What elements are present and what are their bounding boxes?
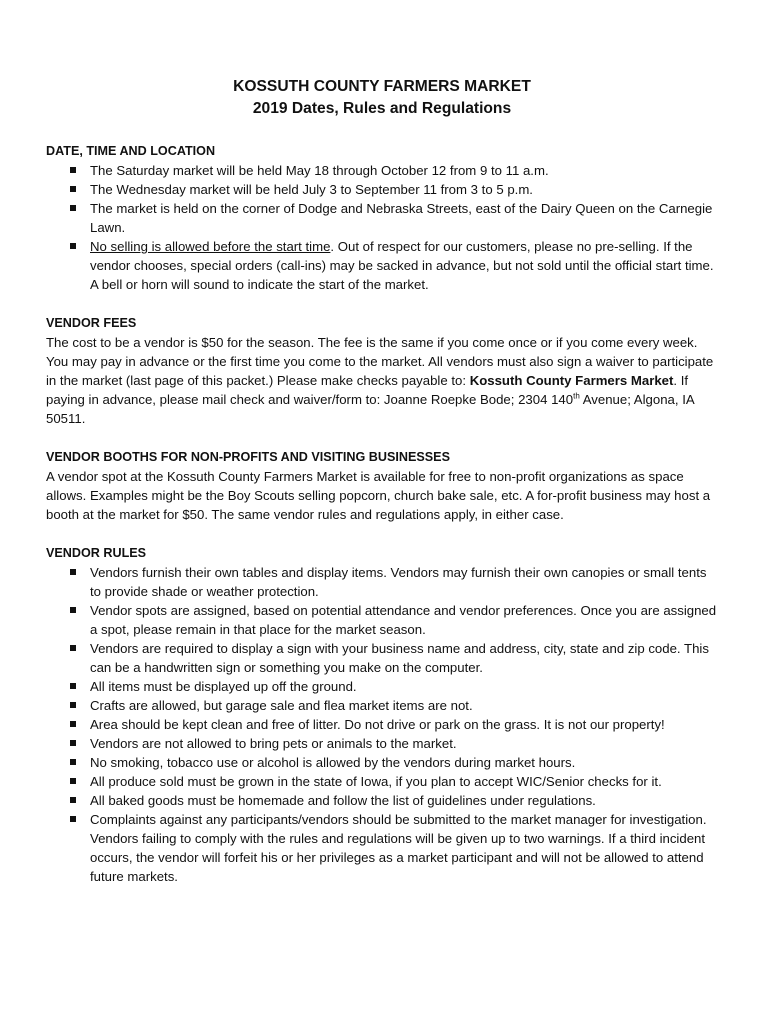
section-nonprofit-booths — [46, 448, 718, 524]
list-item-text: The market is held on the corner of Dodge and Nebraska Streets, east of the Dairy Queen on the Carnegie Lawn. — [90, 201, 713, 235]
square-bullet-icon — [70, 778, 76, 784]
square-bullet-icon — [70, 205, 76, 211]
square-bullet-icon — [70, 797, 76, 803]
square-bullet-icon — [70, 702, 76, 708]
document-title: KOSSUTH COUNTY FARMERS MARKET — [233, 78, 531, 95]
list-item — [90, 180, 718, 199]
list-item-text: Vendors are not allowed to bring pets or animals to the market. — [90, 736, 457, 751]
square-bullet-icon — [70, 186, 76, 192]
list-item-text: Vendors are required to display a sign with your business name and address, city, state and zip code. This can be a handwritten sign or something you make on the computer. — [90, 641, 709, 675]
bullet-list — [46, 563, 718, 886]
square-bullet-icon — [70, 243, 76, 249]
list-item — [90, 696, 718, 715]
list-item — [90, 161, 718, 180]
title-block — [46, 76, 718, 120]
section-heading: DATE, TIME AND LOCATION — [46, 144, 216, 158]
list-item — [90, 677, 718, 696]
list-item — [90, 639, 718, 677]
section-heading: VENDOR BOOTHS FOR NON-PROFITS AND VISITING BUSINESSES — [46, 450, 450, 464]
list-item-text: The Saturday market will be held May 18 through October 12 from 9 to 11 a.m. — [90, 163, 549, 178]
ordinal-superscript: th — [573, 391, 580, 401]
bullet-list — [46, 161, 718, 294]
list-item-text: Crafts are allowed, but garage sale and flea market items are not. — [90, 698, 473, 713]
list-item — [90, 601, 718, 639]
list-item-text: All produce sold must be grown in the state of Iowa, if you plan to accept WIC/Senior checks for it. — [90, 774, 662, 789]
list-item-text: Vendors furnish their own tables and display items. Vendors may furnish their own canopies or small tents to provide shade or weather protection. — [90, 565, 707, 599]
square-bullet-icon — [70, 167, 76, 173]
payee-name: Kossuth County Farmers Market — [469, 373, 674, 388]
fees-text: . If paying in advance, please mail check and waiver/form to: Joanne Roepke Bode; 2304 140 — [46, 373, 689, 407]
list-item-text: Vendor spots are assigned, based on potential attendance and vendor preferences. Once you are assigned a spot, please remain in that place for the market season. — [90, 603, 717, 637]
section-heading: VENDOR RULES — [46, 546, 147, 560]
section-vendor-fees — [46, 314, 718, 428]
list-item-text: All items must be displayed up off the ground. — [90, 679, 357, 694]
document-subtitle: 2019 Dates, Rules and Regulations — [252, 100, 512, 117]
list-item — [90, 237, 718, 294]
list-item-text: No smoking, tobacco use or alcohol is allowed by the vendors during market hours. — [90, 755, 576, 770]
fees-text: Avenue; Algona, IA 50511. — [46, 392, 694, 426]
square-bullet-icon — [70, 740, 76, 746]
list-item — [90, 772, 718, 791]
list-item-text: Area should be kept clean and free of litter. Do not drive or park on the grass. It is not our property! — [90, 717, 665, 732]
list-item — [90, 734, 718, 753]
preselling-text: . Out of respect for our customers, please no pre-selling. If the vendor chooses, special orders (call-ins) may be sacked in advance, but not sold until the official start time. A bell or horn will sound to indicate the start of the market. — [90, 239, 714, 292]
list-item — [90, 199, 718, 237]
square-bullet-icon — [70, 721, 76, 727]
square-bullet-icon — [70, 607, 76, 613]
section-date-time-location — [46, 142, 718, 294]
square-bullet-icon — [70, 759, 76, 765]
square-bullet-icon — [70, 683, 76, 689]
list-item-text: All baked goods must be homemade and follow the list of guidelines under regulations. — [90, 793, 596, 808]
list-item — [90, 753, 718, 772]
square-bullet-icon — [70, 816, 76, 822]
list-item — [90, 791, 718, 810]
preselling-underlined-text: No selling is allowed before the start time — [90, 239, 331, 254]
section-vendor-rules — [46, 544, 718, 886]
list-item-text: Complaints against any participants/vendors should be submitted to the market manager for investigation. Vendors failing to comply with the rules and regulations will be given up to two warnings. If a third incident occurs, the vendor will forfeit his or her privileges as a market participant and will not be allowed to attend future markets. — [90, 812, 707, 884]
list-item — [90, 715, 718, 734]
list-item — [90, 810, 718, 886]
list-item — [90, 563, 718, 601]
fees-text: The cost to be a vendor is $50 for the season. The fee is the same if you come once or if you come every week. You may pay in advance or the first time you come to the market. All vendors must also sign a waiver to participate in the market (last page of this packet.) Please make checks payable to: — [46, 335, 714, 388]
section-heading: VENDOR FEES — [46, 316, 137, 330]
nonprofit-paragraph: A vendor spot at the Kossuth County Farmers Market is available for free to non-profit organizations as space allows. Examples might be the Boy Scouts selling popcorn, church bake sale, etc. A for-profit business may host a booth at the market for $50. The same vendor rules and regulations apply, in either case. — [46, 469, 711, 522]
list-item-text: The Wednesday market will be held July 3 to September 11 from 3 to 5 p.m. — [90, 182, 533, 197]
square-bullet-icon — [70, 569, 76, 575]
vendor-fees-paragraph — [46, 333, 718, 428]
square-bullet-icon — [70, 645, 76, 651]
